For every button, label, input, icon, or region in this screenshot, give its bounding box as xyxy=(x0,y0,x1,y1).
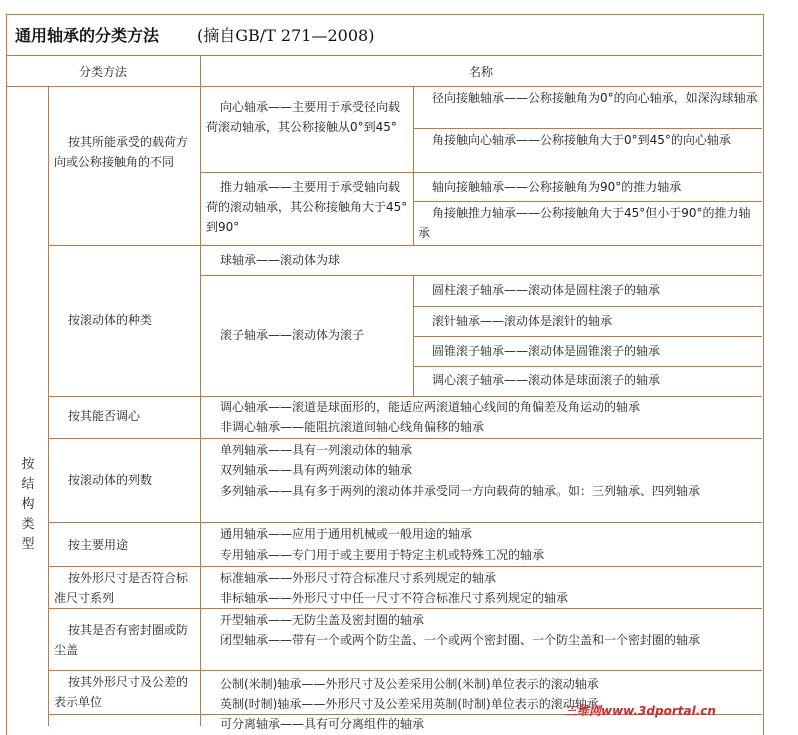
rule-roller-3 xyxy=(413,366,762,367)
rule-radial-thrust xyxy=(200,172,762,173)
method-aligning: 按其能否调心 xyxy=(68,409,141,423)
units-line-2: 英制(时制)轴承——外形尺寸及公差采用英制(时制)单位表示的滚动轴承 xyxy=(220,697,599,711)
usage-line-2: 专用轴承——专门用于或主要用于特定主机或特殊工况的轴承 xyxy=(220,548,545,562)
method-standard: 按外形尺寸是否符合标准尺寸系列 xyxy=(54,571,189,605)
method-load: 按其所能承受的载荷方向或公称接触角的不同 xyxy=(54,135,189,169)
units-line-1: 公制(米制)轴承——外形尺寸及公差采用公制(米制)单位表示的滚动轴承 xyxy=(220,677,599,691)
roller-sub-4: 调心滚子轴承——滚动体是球面滚子的轴承 xyxy=(432,373,661,387)
rule-columns-end xyxy=(48,522,762,523)
rule-roller-2 xyxy=(413,336,762,337)
method-seal: 按其是否有密封圈或防尘盖 xyxy=(54,623,189,657)
rule-header xyxy=(6,86,762,87)
rule-ball xyxy=(200,275,762,276)
watermark: 三维网www.3dportal.cn xyxy=(565,704,716,718)
roller-bearing: 滚子轴承——滚动体为滚子 xyxy=(220,328,365,342)
col-divider-load xyxy=(413,86,414,245)
page-title: 通用轴承的分类方法 xyxy=(15,26,160,45)
rule-thrust-split xyxy=(413,201,762,202)
aligning-line-1: 调心轴承——滚道是球面形的，能适应两滚道轴心线间的角偏差及角运动的轴承 xyxy=(220,400,641,414)
title-source: (摘自GB/T 271—2008) xyxy=(197,26,375,45)
rule-roller-1 xyxy=(413,306,762,307)
method-rolling: 按滚动体的种类 xyxy=(68,313,153,327)
seal-line-1: 开型轴承——无防尘盖及密封圈的轴承 xyxy=(220,613,425,627)
seal-line-2: 闭型轴承——带有一个或两个防尘盖、一个或两个密封圈、一个防尘盖和一个密封圈的轴承 xyxy=(220,633,701,647)
rule-usage-end xyxy=(48,566,762,567)
usage-line-1: 通用轴承——应用于通用机械或一般用途的轴承 xyxy=(220,527,473,541)
ball-bearing: 球轴承——滚动体为球 xyxy=(220,253,341,267)
method-columns: 按滚动体的列数 xyxy=(68,473,153,487)
columns-line-2: 双列轴承——具有两列滚动体的轴承 xyxy=(220,463,413,477)
rule-aligning-end xyxy=(48,438,762,439)
roller-sub-2: 滚针轴承——滚动体是滚针的轴承 xyxy=(432,314,613,328)
aligning-line-2: 非调心轴承——能阻抗滚道间轴心线角偏移的轴承 xyxy=(220,420,485,434)
separable-line-1: 可分离轴承——具有可分离组件的轴承 xyxy=(220,717,425,731)
roller-sub-3: 圆锥滚子轴承——滚动体是圆锥滚子的轴承 xyxy=(432,344,661,358)
header-method: 分类方法 xyxy=(78,65,127,79)
standard-line-2: 非标轴承——外形尺寸中任一尺寸不符合标准尺寸系列规定的轴承 xyxy=(220,591,569,605)
table-title-bar xyxy=(6,14,762,56)
rule-seal-end xyxy=(48,670,762,671)
standard-line-1: 标准轴承——外形尺寸符合标准尺寸系列规定的轴承 xyxy=(220,571,497,585)
thrust-sub-1: 轴向接触轴承——公称接触角为90°的推力轴承 xyxy=(432,180,682,194)
rule-load-end xyxy=(48,245,762,246)
radial-bearing: 向心轴承——主要用于承受径向载荷滚动轴承，其公称接触从0°到45° xyxy=(206,100,401,134)
columns-line-1: 单列轴承——具有一列滚动体的轴承 xyxy=(220,443,413,457)
radial-sub-2: 角接触向心轴承——公称接触角大于0°到45°的向心轴承 xyxy=(432,133,731,147)
col-divider-roller xyxy=(413,275,414,396)
columns-line-3: 多列轴承——具有多于两列的滚动体并承受同一方向载荷的轴承。如：三列轴承、四列轴承 xyxy=(220,484,701,498)
method-usage: 按主要用途 xyxy=(68,538,129,552)
col-divider-group xyxy=(48,86,49,726)
thrust-sub-2: 角接触推力轴承——公称接触角大于45°但小于90°的推力轴承 xyxy=(418,206,751,240)
roller-sub-1: 圆柱滚子轴承——滚动体是圆柱滚子的轴承 xyxy=(432,283,661,297)
rule-radial-split xyxy=(413,128,762,129)
radial-sub-1: 径向接触轴承——公称接触角为0°的向心轴承，如深沟球轴承 xyxy=(432,91,758,105)
method-units: 按其外形尺寸及公差的表示单位 xyxy=(54,675,189,709)
rule-standard-end xyxy=(48,608,762,609)
group-label: 按 结 构 类 型 xyxy=(21,457,35,552)
thrust-bearing: 推力轴承——主要用于承受轴向载荷的滚动轴承，其公称接触角大于45°到90° xyxy=(206,180,408,234)
col-divider-main xyxy=(200,56,201,726)
header-name: 名称 xyxy=(468,65,493,79)
